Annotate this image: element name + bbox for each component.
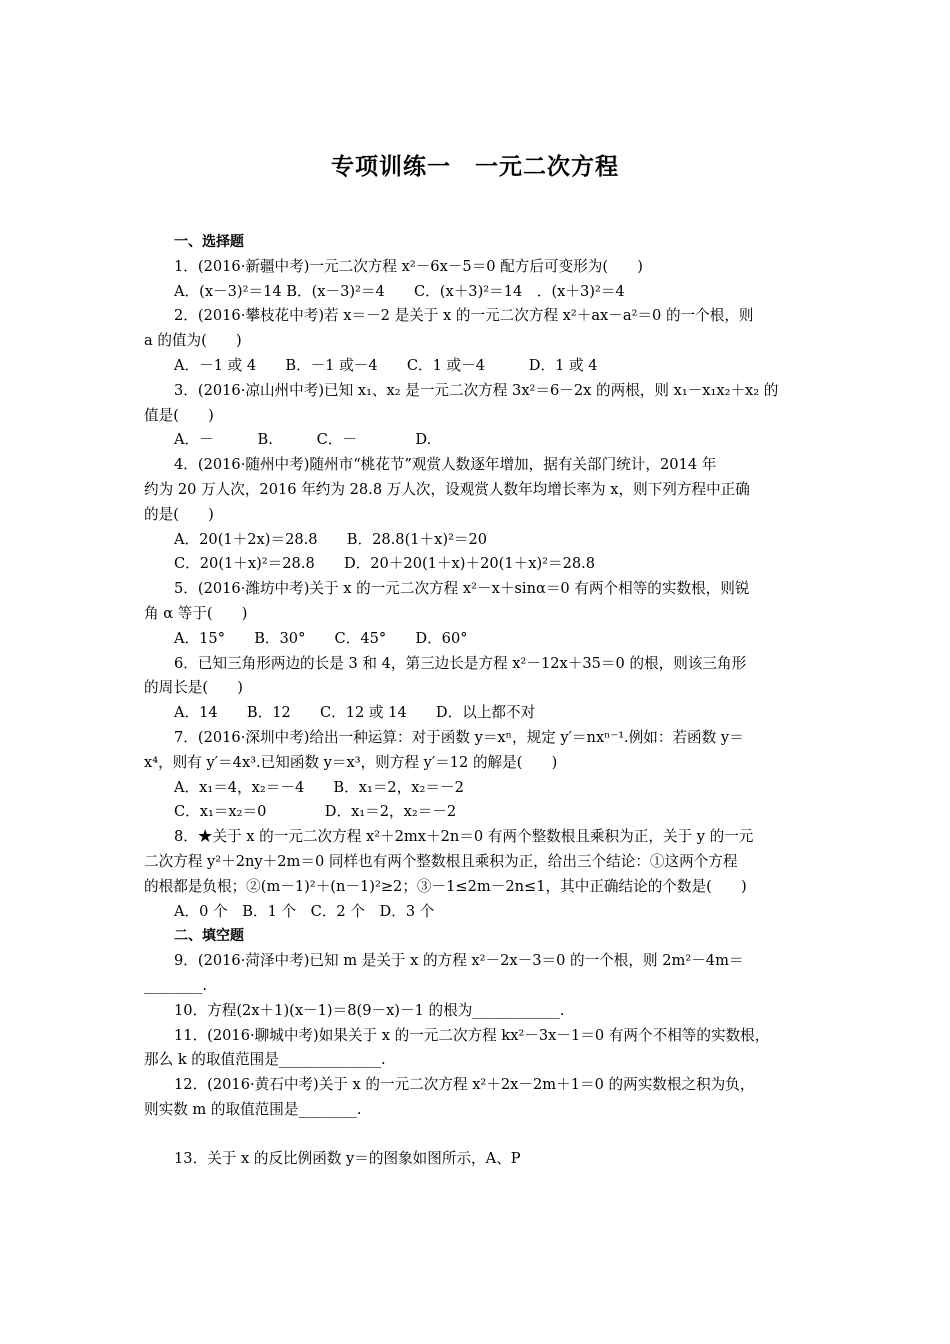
question-8: 8．★关于 x 的一元二次方程 x²＋2mx＋2n＝0 有两个整数根且乘积为正，关于 y 的一元 [174,828,754,846]
question-7-options-2: C．x₁＝x₂＝0 D．x₁＝2，x₂＝－2 [174,803,457,821]
question-3: 3．(2016·凉山州中考)已知 x₁、x₂ 是一元二次方程 3x²＝6－2x 的两根，则 x₁－x₁x₂＋x₂ 的 [174,381,779,399]
question-11: 11．(2016·聊城中考)如果关于 x 的一元二次方程 kx²－3x－1＝0 有两个不相等的实数根， [174,1026,770,1044]
question-4-cont-1: 约为 20 万人次，2016 年约为 28.8 万人次，设观赏人数年均增长率为 x，则下列方程中正确 [144,480,750,498]
question-4-options-1: A．20(1＋2x)＝28.8 B．28.8(1＋x)²＝20 [174,530,488,548]
question-1: 1．(2016·新疆中考)一元二次方程 x²－6x－5＝0 配方后可变形为( ) [174,257,643,275]
question-8-cont-2: 的根都是负根；②(m－1)²＋(n－1)²≥2；③－1≤2m－2n≤1，其中正确结论的个数是( ) [144,877,747,895]
question-2-cont: a 的值为( ) [144,332,242,350]
question-5: 5．(2016·潍坊中考)关于 x 的一元二次方程 x²－x＋sinα＝0 有两个相等的实数根，则锐 [174,580,750,598]
question-9: 9．(2016·菏泽中考)已知 m 是关于 x 的方程 x²－2x－3＝0 的一个根，则 2m²－4m＝ [174,952,744,970]
question-5-options: A．15° B．30° C．45° D．60° [174,629,468,647]
question-7-cont: x⁴，则有 y′＝4x³.已知函数 y＝x³，则方程 y′＝12 的解是( ) [144,753,558,771]
page-title: 专项训练一 一元二次方程 [331,154,619,180]
section-heading-fill: 二、填空题 [174,928,244,945]
question-11-cont: 那么 k 的取值范围是______________. [144,1051,386,1069]
question-10: 10．方程(2x＋1)(x－1)＝8(9－x)－1 的根为____________. [174,1001,565,1019]
worksheet-body [144,230,812,1171]
question-8-cont-1: 二次方程 y²＋2ny＋2m＝0 同样也有两个整数根且乘积为正，给出三个结论：①这两个方程 [144,852,738,870]
question-6-cont: 的周长是( ) [144,679,243,697]
question-3-cont: 值是( ) [144,406,214,424]
question-9-blank: ________. [144,976,208,994]
question-1-options: A．(x－3)²＝14 B．(x－3)²＝4 C．(x＋3)²＝14 ．(x＋3)²＝4 [174,282,625,300]
question-2: 2．(2016·攀枝花中考)若 x＝－2 是关于 x 的一元二次方程 x²＋ax－a²＝0 的一个根，则 [174,307,754,325]
question-3-options: A．－ B. C．－ D. [174,431,432,449]
question-8-options: A．0 个 B．1 个 C．2 个 D．3 个 [174,902,435,920]
question-7-options-1: A．x₁＝4，x₂＝－4 B．x₁＝2，x₂＝－2 [174,778,464,796]
question-5-cont: 角 α 等于( ) [144,604,248,622]
question-2-options: A．－1 或 4 B．－1 或－4 C．1 或－4 D．1 或 4 [174,356,598,374]
section-heading-choice: 一、选择题 [174,234,244,250]
question-6: 6．已知三角形两边的长是 3 和 4，第三边长是方程 x²－12x＋35＝0 的根，则该三角形 [174,654,747,672]
spacer [144,1123,812,1147]
question-12-cont: 则实数 m 的取值范围是________. [144,1100,362,1118]
question-4-cont-2: 的是( ) [144,505,214,523]
question-12: 12．(2016·黄石中考)关于 x 的一元二次方程 x²＋2x－2m＋1＝0 的两实数根之积为负， [174,1076,755,1094]
question-4: 4．(2016·随州中考)随州市“桃花节”观赏人数逐年增加，据有关部门统计，2014 年 [174,456,717,474]
question-4-options-2: C．20(1＋x)²＝28.8 D．20＋20(1＋x)＋20(1＋x)²＝28.8 [174,555,596,573]
question-7: 7．(2016·深圳中考)给出一种运算：对于函数 y＝xⁿ，规定 y′＝nxⁿ⁻¹.例如：若函数 y＝ [174,728,744,746]
question-6-options: A．14 B．12 C．12 或 14 D．以上都不对 [174,704,536,722]
question-13: 13．关于 x 的反比例函数 y＝的图象如图所示，A、P [174,1149,521,1167]
